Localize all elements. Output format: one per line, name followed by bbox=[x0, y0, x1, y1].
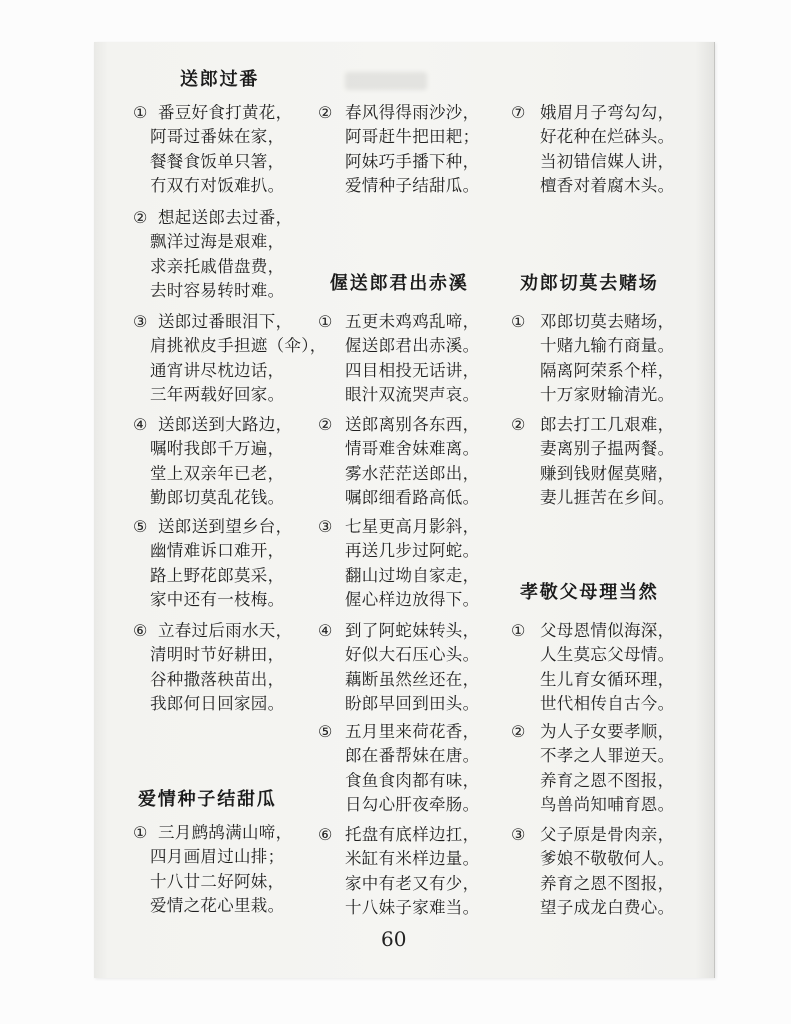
verse-line: 托盘有底样边扛， bbox=[345, 825, 480, 844]
verse-line: 爱情种子结甜瓜。 bbox=[345, 175, 480, 195]
verse-line: 檀香对着腐木头。 bbox=[540, 175, 675, 195]
song-title: 孝敬父母理当然 bbox=[520, 582, 659, 603]
verse-line: 春风得得雨沙沙， bbox=[345, 103, 480, 122]
stanza bbox=[511, 413, 674, 510]
stanza bbox=[511, 619, 674, 716]
verse-line: 七星更高月影斜， bbox=[345, 517, 480, 536]
verse-line: 阿哥过番妹在家， bbox=[150, 127, 285, 147]
stanza-number: ② bbox=[133, 208, 148, 227]
verse-line: 我郎何日回家园。 bbox=[150, 693, 285, 713]
verse-line: 隔离阿荣系个样， bbox=[540, 360, 675, 380]
verse-line: 路上野花郎莫采， bbox=[150, 565, 285, 585]
verse-line: 十万家财输清光。 bbox=[540, 384, 675, 404]
verse-line: 人生莫忘父母情。 bbox=[540, 645, 675, 665]
verse-line: 父子原是骨肉亲， bbox=[540, 825, 675, 844]
verse-line: 赚到钱财偓莫赌， bbox=[540, 463, 675, 483]
verse-line: 生儿育女循环理， bbox=[540, 669, 675, 689]
stanza-number: ③ bbox=[318, 517, 333, 536]
verse-line: 去时容易转时难。 bbox=[150, 280, 285, 300]
stanza bbox=[133, 821, 292, 918]
verse-line: 谷种撒落秧苗出， bbox=[150, 669, 285, 689]
verse-line: 郎去打工几艰难， bbox=[540, 415, 675, 434]
stanza bbox=[511, 823, 674, 920]
stanza bbox=[511, 720, 674, 817]
verse-line: 养育之恩不图报， bbox=[540, 770, 675, 790]
song-title: 爱情种子结甜瓜 bbox=[138, 789, 277, 810]
verse-line: 阿妹巧手播下种， bbox=[345, 151, 480, 171]
stanza bbox=[511, 310, 674, 407]
song-title: 送郎过番 bbox=[180, 69, 260, 90]
stanza bbox=[318, 619, 479, 716]
verse-line: 眼汁双流哭声哀。 bbox=[345, 384, 480, 404]
verse-line: 十八妹子家难当。 bbox=[345, 897, 480, 917]
verse-line: 为人子女要孝顺， bbox=[540, 722, 675, 741]
verse-line: 家中有老又有少， bbox=[345, 873, 480, 893]
page-number: 60 bbox=[381, 927, 407, 951]
verse-line: 到了阿蛇妹转头， bbox=[345, 621, 480, 640]
song-title: 偓送郎君出赤溪 bbox=[330, 273, 469, 294]
verse-line: 家中还有一枝梅。 bbox=[150, 589, 285, 609]
stanza bbox=[133, 619, 292, 716]
stanza-number: ④ bbox=[318, 621, 333, 640]
verse-line: 食鱼食肉都有味， bbox=[345, 770, 480, 790]
verse-line: 番豆好食打黄花， bbox=[158, 103, 293, 122]
verse-line: 通宵讲尽枕边话， bbox=[150, 360, 285, 380]
verse-line: 求亲托戚借盘费， bbox=[150, 256, 285, 276]
verse-line: 妻离别子揾两餐。 bbox=[540, 439, 675, 459]
stanza-number: ⑤ bbox=[318, 722, 333, 741]
verse-line: 飘洋过海是艰难， bbox=[150, 232, 285, 252]
verse-line: 送郎离别各东西， bbox=[345, 415, 480, 434]
verse-line: 三月鹧鸪满山啼， bbox=[158, 823, 293, 842]
stanza-number: ② bbox=[511, 722, 526, 741]
verse-line: 娥眉月子弯勾勾， bbox=[540, 103, 675, 122]
stanza-number: ② bbox=[511, 415, 526, 434]
stanza bbox=[133, 310, 327, 407]
verse-line: 堂上双亲年已老， bbox=[150, 463, 285, 483]
stanza-number: ① bbox=[511, 312, 526, 331]
verse-line: 养育之恩不图报， bbox=[540, 873, 675, 893]
verse-line: 不孝之人罪逆天。 bbox=[540, 746, 675, 766]
verse-line: 餐餐食饭单只箸， bbox=[150, 151, 285, 171]
verse-line: 五月里来荷花香， bbox=[345, 722, 480, 741]
stanza-number: ⑥ bbox=[133, 621, 148, 640]
stanza-number: ① bbox=[318, 312, 333, 331]
verse-line: 立春过后雨水天， bbox=[158, 621, 293, 640]
verse-line: 好似大石压心头。 bbox=[345, 645, 480, 665]
verse-line: 郎在番帮妹在唐。 bbox=[345, 746, 480, 766]
stanza bbox=[318, 720, 479, 817]
verse-line: 清明时节好耕田， bbox=[150, 645, 285, 665]
stanza-number: ② bbox=[318, 415, 333, 434]
verse-line: 好花种在烂砵头。 bbox=[540, 127, 675, 147]
stanza bbox=[318, 823, 479, 920]
stanza bbox=[133, 101, 292, 198]
verse-line: 鸟兽尚知哺育恩。 bbox=[540, 794, 675, 814]
verse-line: 盼郎早回到田头。 bbox=[345, 693, 480, 713]
verse-line: 嘱咐我郎千万遍， bbox=[150, 439, 285, 459]
verse-line: 勤郎切莫乱花钱。 bbox=[150, 487, 285, 507]
stanza bbox=[318, 515, 479, 612]
verse-line: 十八廿二好阿妹， bbox=[150, 871, 285, 891]
verse-line: 日勾心肝夜牵肠。 bbox=[345, 794, 480, 814]
verse-line: 翻山过坳自家走， bbox=[345, 565, 480, 585]
verse-line: 送郎过番眼泪下， bbox=[158, 312, 293, 331]
verse-line: 送郎送到大路边， bbox=[158, 415, 293, 434]
verse-line: 藕断虽然丝还在， bbox=[345, 669, 480, 689]
verse-line: 妻儿捱苦在乡间。 bbox=[540, 487, 675, 507]
stanza-number: ③ bbox=[133, 312, 148, 331]
verse-line: 十赌九输冇商量。 bbox=[540, 336, 675, 356]
stanza bbox=[318, 101, 479, 198]
stanza-number: ⑤ bbox=[133, 517, 148, 536]
verse-line: 情哥难舍妹难离。 bbox=[345, 439, 480, 459]
verse-line: 偓送郎君出赤溪。 bbox=[345, 336, 480, 356]
verse-line: 阿哥赶牛把田耙； bbox=[345, 127, 480, 147]
stanza-number: ⑦ bbox=[511, 103, 526, 122]
stanza-number: ⑥ bbox=[318, 825, 333, 844]
verse-line: 再送几步过阿蛇。 bbox=[345, 541, 480, 561]
verse-line: 四月画眉过山排； bbox=[150, 847, 285, 867]
verse-line: 爹娘不敬敬何人。 bbox=[540, 849, 675, 869]
verse-line: 四目相投无话讲， bbox=[345, 360, 480, 380]
verse-line: 幽情难诉口难开， bbox=[150, 541, 285, 561]
stanza-number: ① bbox=[133, 823, 148, 842]
verse-line: 雾水茫茫送郎出， bbox=[345, 463, 480, 483]
verse-line: 父母恩情似海深， bbox=[540, 621, 675, 640]
stanza-number: ① bbox=[511, 621, 526, 640]
stanza-number: ③ bbox=[511, 825, 526, 844]
verse-line: 冇双冇对饭难扒。 bbox=[150, 175, 285, 195]
stanza-number: ④ bbox=[133, 415, 148, 434]
verse-line: 送郎送到望乡台， bbox=[158, 517, 293, 536]
verse-line: 望子成龙白费心。 bbox=[540, 897, 675, 917]
stanza bbox=[511, 101, 674, 198]
verse-line: 想起送郎去过番， bbox=[158, 208, 293, 227]
verse-line: 偓心样边放得下。 bbox=[345, 589, 480, 609]
stanza-number: ① bbox=[133, 103, 148, 122]
stanza bbox=[133, 515, 292, 612]
verse-line: 米缸有米样边量。 bbox=[345, 849, 480, 869]
verse-line: 当初错信媒人讲， bbox=[540, 151, 675, 171]
verse-line: 邓郎切莫去赌场， bbox=[540, 312, 675, 331]
verse-line: 嘱郎细看路高低。 bbox=[345, 487, 480, 507]
stanza-number: ② bbox=[318, 103, 333, 122]
stanza bbox=[133, 413, 292, 510]
verse-line: 五更未鸡鸡乱啼， bbox=[345, 312, 480, 331]
song-title: 劝郎切莫去赌场 bbox=[520, 273, 659, 294]
stanza bbox=[133, 206, 292, 303]
stanza bbox=[318, 413, 479, 510]
verse-line: 三年两载好回家。 bbox=[150, 384, 285, 404]
verse-line: 世代相传自古今。 bbox=[540, 693, 675, 713]
stanza bbox=[318, 310, 479, 407]
verse-line: 爱情之花心里栽。 bbox=[150, 895, 285, 915]
verse-line: 肩挑袱皮手担遮（伞）， bbox=[150, 336, 327, 356]
